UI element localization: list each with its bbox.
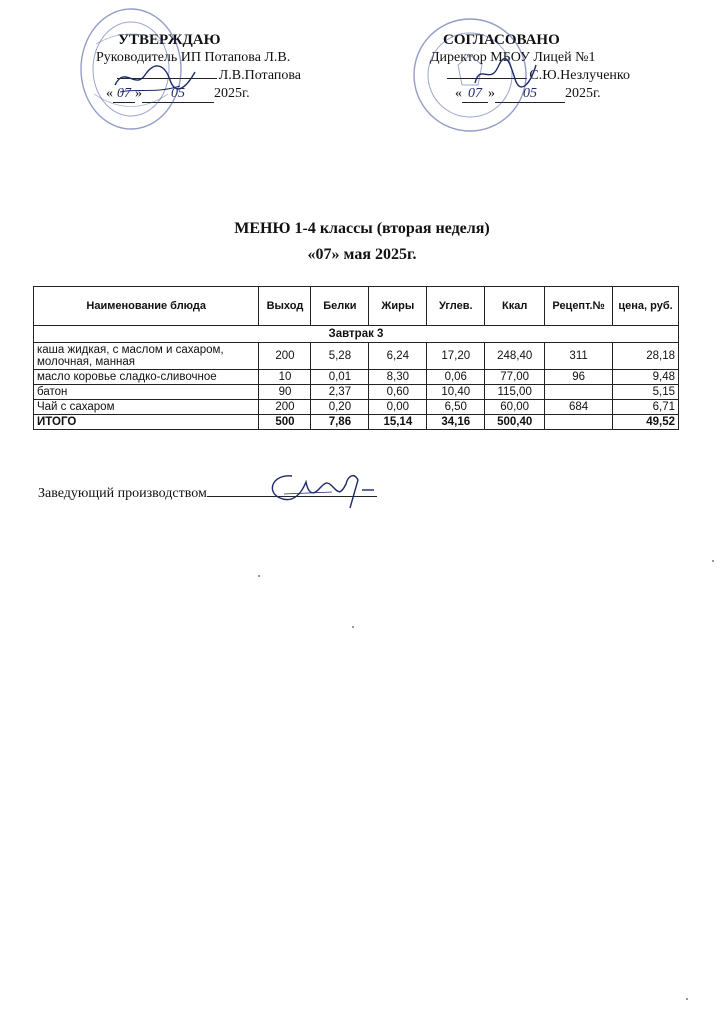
dish-carbs: 17,20 (427, 343, 485, 370)
dish-carbs: 10,40 (427, 385, 485, 400)
menu-date: «07» мая 2025г. (307, 246, 417, 263)
dish-name: батон (34, 385, 259, 400)
dish-fat: 0,60 (369, 385, 427, 400)
dish-output: 90 (259, 385, 311, 400)
agree-date: « 07 » 05 2025г. (455, 86, 601, 101)
dish-fat: 8,30 (369, 370, 427, 385)
agree-month: 05 (495, 86, 565, 103)
dish-output: 200 (259, 400, 311, 415)
dish-recipe (545, 385, 613, 400)
total-price: 49,52 (613, 415, 679, 430)
dish-price: 9,48 (613, 370, 679, 385)
agree-name-text: С.Ю.Незлученко (529, 68, 630, 83)
dish-carbs: 0,06 (427, 370, 485, 385)
dish-output: 200 (259, 343, 311, 370)
header-recipe: Рецепт.№ (545, 287, 613, 326)
table-row (34, 400, 679, 415)
header-carbs: Углев. (427, 287, 485, 326)
total-protein: 7,86 (311, 415, 369, 430)
dish-price: 6,71 (613, 400, 679, 415)
total-row (34, 415, 679, 430)
dish-fat: 0,00 (369, 400, 427, 415)
header-protein: Белки (311, 287, 369, 326)
header-price: цена, руб. (613, 287, 679, 326)
dish-output: 10 (259, 370, 311, 385)
total-kcal: 500,40 (485, 415, 545, 430)
scan-speck (712, 560, 714, 562)
dish-recipe: 96 (545, 370, 613, 385)
header-kcal: Ккал (485, 287, 545, 326)
dish-name: каша жидкая, с маслом и сахаром, молочная, манная (34, 343, 259, 370)
dish-recipe: 684 (545, 400, 613, 415)
approve-date: « 07 » 05 2025г. (106, 86, 250, 101)
footer-signature-blank (207, 496, 377, 497)
approve-month: 05 (142, 86, 214, 103)
dish-protein: 2,37 (311, 385, 369, 400)
table-header-row (34, 287, 679, 326)
dish-kcal: 115,00 (485, 385, 545, 400)
approve-title: УТВЕРЖДАЮ (118, 32, 221, 48)
section-row (34, 326, 679, 343)
dish-price: 28,18 (613, 343, 679, 370)
menu-title: МЕНЮ 1-4 классы (вторая неделя) (234, 220, 490, 237)
table-row (34, 343, 679, 370)
agree-title: СОГЛАСОВАНО (443, 32, 560, 48)
dish-name: масло коровье сладко-сливочное (34, 370, 259, 385)
footer-signature-line (38, 486, 377, 502)
total-label: ИТОГО (34, 415, 259, 430)
approve-day: 07 (113, 86, 135, 103)
dish-kcal: 77,00 (485, 370, 545, 385)
total-fat: 15,14 (369, 415, 427, 430)
dish-kcal: 248,40 (485, 343, 545, 370)
dish-carbs: 6,50 (427, 400, 485, 415)
dish-protein: 0,20 (311, 400, 369, 415)
header-output: Выход (259, 287, 311, 326)
header-fat: Жиры (369, 287, 427, 326)
dish-protein: 5,28 (311, 343, 369, 370)
scan-speck (258, 575, 260, 577)
total-recipe (545, 415, 613, 430)
table-row (34, 385, 679, 400)
dish-name: Чай с сахаром (34, 400, 259, 415)
scan-speck (686, 998, 688, 1000)
table-row (34, 370, 679, 385)
dish-protein: 0,01 (311, 370, 369, 385)
menu-table (33, 286, 679, 430)
total-output: 500 (259, 415, 311, 430)
approve-position: Руководитель ИП Потапова Л.В. (96, 50, 291, 65)
section-label: Завтрак 3 (34, 326, 679, 343)
dish-price: 5,15 (613, 385, 679, 400)
header-dish: Наименование блюда (34, 287, 259, 326)
approve-name-text: Л.В.Потапова (218, 68, 301, 83)
agree-day: 07 (462, 86, 488, 103)
approve-name (96, 68, 301, 84)
scan-speck (352, 626, 354, 628)
dish-fat: 6,24 (369, 343, 427, 370)
agree-name (430, 68, 630, 84)
footer-label: Заведующий производством (38, 486, 207, 501)
dish-recipe: 311 (545, 343, 613, 370)
total-carbs: 34,16 (427, 415, 485, 430)
dish-kcal: 60,00 (485, 400, 545, 415)
agree-position: Директор МБОУ Лицей №1 (430, 50, 596, 65)
